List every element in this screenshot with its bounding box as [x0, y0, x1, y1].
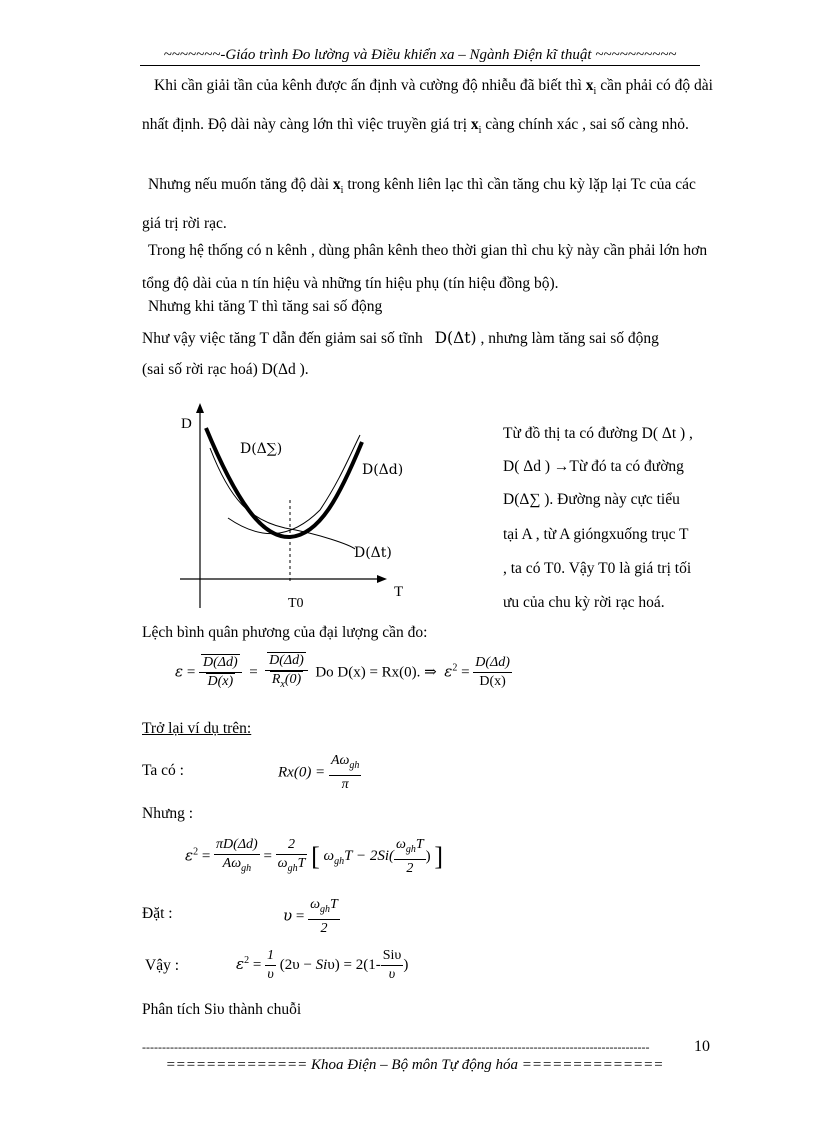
upsilon-definition: υ = $\frac{\omega_{gh}T}{2}$ [283, 897, 338, 936]
epsilon-squared-formula: $\varepsilon^2$ = $\frac{\pi D(\Delta d)}{A\omega_{gh}}$ = $\frac{2}{\omega_{gh}T}$ [ $\omega_{gh}T - 2Si$( $\frac{\omega_{gh}T}{2}$ ) ] [185, 837, 444, 876]
curve-sum-label: D(Δ∑) [240, 441, 283, 457]
curve-d-label: D(Δd) [362, 462, 404, 478]
side-line-6: ưu của chu kỳ rời rạc hoá. [503, 594, 665, 611]
page-footer: ============== Khoa Điện – Bộ môn Tự động hóa ============== [165, 1057, 664, 1073]
rms-title: Lệch bình quân phương của đại lượng cần đo: [142, 624, 428, 641]
t0-label: T0 [288, 596, 304, 611]
phan-tich-line: Phân tích Siυ thành chuỗi [142, 1001, 302, 1018]
y-axis-arrow [196, 403, 204, 413]
taco-label: Ta có : [142, 762, 184, 779]
back-to-example-title: Trở lại ví dụ trên: [142, 720, 252, 737]
rx0-formula: Rx(0) = $\frac{A\omega_{gh}}{\pi}$ [278, 753, 360, 792]
page-header: ~~~~~~~-Giáo trình Đo lường và Điều khiển xa – Ngành Điện kĩ thuật ~~~~~~~~~~ [140, 47, 700, 66]
paragraph-5: Như vậy việc tăng T dẫn đến giảm sai số tĩnh D(Δt) , nhưng làm tăng sai số động [142, 329, 659, 347]
rms-formula: ε = $\frac{D(\Delta d)}{D(x)}$ = $\frac{D(\Delta d)}{R_x(0)}$ Do D(x) = Rx(0). ⇒ $\varepsilon^2$ = $\frac{D(\Delta d)}{D(x)}$ [175, 653, 510, 690]
nhung-label: Nhưng : [142, 805, 194, 822]
vay-label: Vậy : [145, 957, 180, 974]
y-axis-label: D [181, 416, 192, 432]
side-line-4: tại A , từ A gióngxuống trục T [503, 526, 689, 543]
side-line-3: D(Δ∑ ). Đường này cực tiểu [503, 491, 680, 508]
side-line-5: , ta có T0. Vậy T0 là giá trị tối [503, 560, 692, 577]
dat-label: Đặt : [142, 905, 173, 922]
epsilon-result-formula: $\varepsilon^2$ = $\frac{1}{\upsilon}$ (2υ − Siυ) = 2(1- $\frac{\text{Siυ}}{\upsilon}$ ) [236, 948, 409, 982]
paragraph-3: Trong hệ thống có n kênh , dùng phân kênh theo thời gian thì chu kỳ này cần phải lớn hơn tổng độ dài của n tín hiệu và những tín hiệu phụ (tín hiệu đồng bộ). [142, 242, 708, 292]
curve-d-sum [206, 428, 362, 537]
paragraph-2: Nhưng nếu muốn tăng độ dài $x_i$ trong kênh liên lạc thì cần tăng chu kỳ lặp lại Tc của các giá trị rời rạc. [142, 176, 696, 233]
x-axis-arrow [377, 575, 387, 583]
paragraph-1: Khi cần giải tần của kênh được ấn định và cường độ nhiễu đã biết thì $x_i$ cần phải có độ dài nhất định. Độ dài này càng lớn thì việc truyền giá trị $x_i$ càng chính xác , sai số càng nhỏ. [142, 77, 713, 137]
x-axis-label: T [394, 584, 404, 600]
paragraph-6: (sai số rời rạc hoá) D(Δd ). [142, 361, 309, 378]
side-line-1: Từ đồ thị ta có đường D( Δt ) , [503, 425, 693, 442]
side-line-2: D( Δd ) →Từ đó ta có đường [503, 458, 684, 475]
footer-dash-line: ------------------------------------------------------------------------------------------------------------------------------- [142, 1040, 650, 1054]
page-number: 10 [694, 1038, 710, 1055]
curve-t-label: D(Δt) [354, 545, 392, 561]
paragraph-4: Nhưng khi tăng T thì tăng sai số động [148, 298, 383, 315]
error-curves-graph [170, 400, 420, 620]
